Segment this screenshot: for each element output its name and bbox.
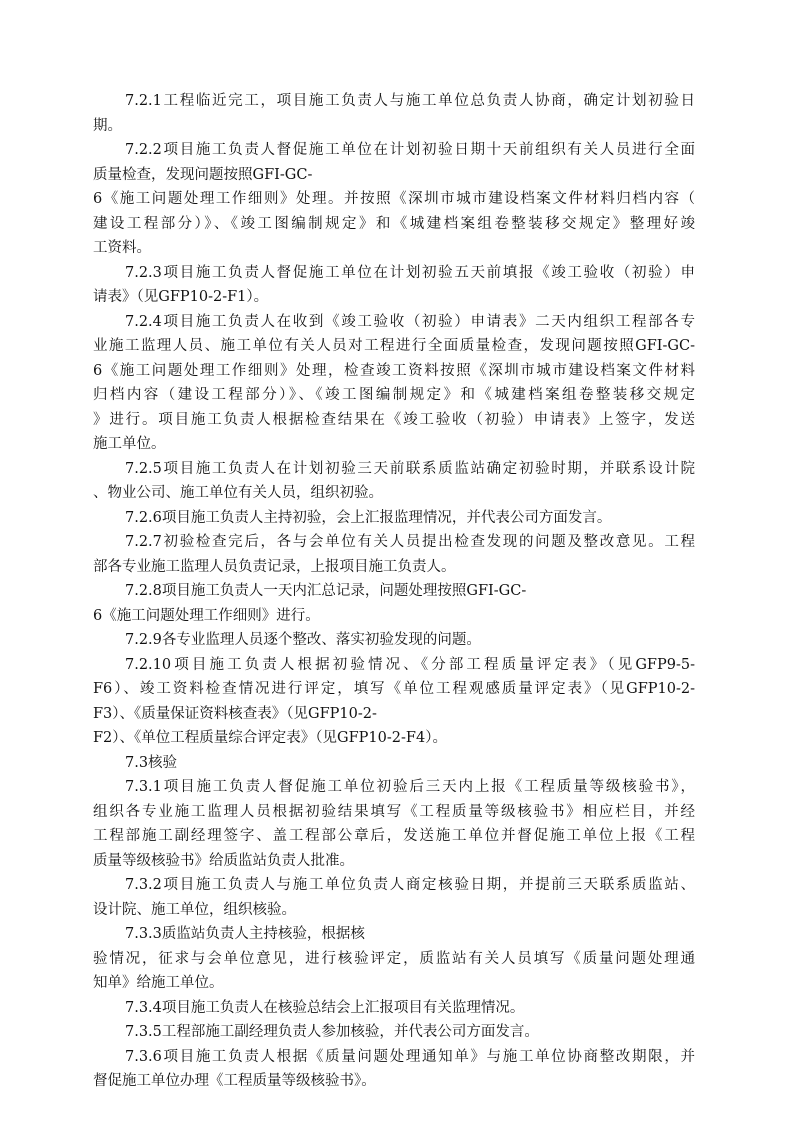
paragraph-7-2-3 [93, 261, 695, 310]
paragraph-line: 7.2.7初验检查完后，各与会单位有关人员提出检查发现的问题及整改意见。工程 [125, 534, 695, 550]
paragraph-line: 建设工程部分）》、《竣工图编制规定》和《城建档案组卷整装移交规定》整理好竣 [93, 215, 695, 232]
paragraph-line: 归档内容（建设工程部分）》、《竣工图编制规定》和《城建档案组卷整装移交规定 [93, 387, 695, 403]
paragraph-line: 7.2.8项目施工负责人一天内汇总记录，问题处理按照GFI-GC- [125, 583, 527, 599]
paragraph-line: F2）、《单位工程质量综合评定表》（见GFP10-2-F4）。 [93, 730, 447, 746]
paragraph-line: 工程部施工副经理签字、盖工程部公章后，发送施工单位并督促施工单位上报《工程 [93, 828, 695, 844]
paragraph-line: F6）、竣工资料检查情况进行评定，填写《单位工程观感质量评定表》（见GFP10-2- [93, 681, 695, 697]
paragraph-7-2-4 [93, 310, 695, 457]
paragraph-line: 工资料。 [93, 240, 151, 256]
paragraph-line: 业施工监理人员、施工单位有关人员对工程进行全面质量检查，发现问题按照GFI-GC- [93, 338, 695, 354]
paragraph-line: 组织各专业施工监理人员根据初验结果填写《工程质量等级核验书》相应栏目，并经 [93, 803, 695, 820]
paragraph-line: 部各专业施工监理人员负责记录，上报项目施工负责人。 [93, 558, 456, 575]
paragraph-line: 知单》给施工单位。 [93, 975, 224, 991]
paragraph-line: 7.2.3项目施工负责人督促施工单位在计划初验五天前填报《竣工验收（初验）申 [125, 264, 695, 281]
paragraph-line: 7.2.9各专业监理人员逐个整改、落实初验发现的问题。 [125, 632, 481, 648]
paragraph-line: 7.2.2项目施工负责人督促施工单位在计划初验日期十天前组织有关人员进行全面 [125, 142, 695, 158]
paragraph-line: 6《施工问题处理工作细则》进行。 [93, 607, 320, 624]
paragraph-line: 7.3核验 [125, 754, 178, 771]
paragraph-line: 7.3.1项目施工负责人督促施工单位初验后三天内上报《工程质量等级核验书》， [125, 779, 695, 795]
paragraph-7-2-1 [93, 89, 695, 138]
paragraph-7-3-3 [93, 922, 695, 996]
paragraph-7-2-5 [93, 457, 695, 506]
paragraph-7-2-8 [93, 579, 695, 628]
paragraph-line: 、物业公司、施工单位有关人员，组织初验。 [93, 485, 383, 501]
paragraph-7-3-4 [93, 996, 695, 1021]
paragraph-line: 7.3.4项目施工负责人在核验总结会上汇报项目有关监理情况。 [125, 999, 525, 1016]
paragraph-line: 督促施工单位办理《工程质量等级核验书》。 [93, 1073, 376, 1089]
paragraph-7-2-6 [93, 506, 695, 531]
paragraph-line: 7.2.6项目施工负责人主持初验，会上汇报监理情况，并代表公司方面发言。 [125, 509, 612, 526]
paragraph-line: 6《施工问题处理工作细则》处理。并按照《深圳市城市建设档案文件材料归档内容（ [93, 191, 695, 207]
paragraph-line: 期。 [93, 117, 122, 134]
paragraph-7-2-7 [93, 530, 695, 579]
paragraph-line: 7.2.1工程临近完工，项目施工负责人与施工单位总负责人协商，确定计划初验日 [125, 93, 695, 109]
paragraph-line: 7.2.5项目施工负责人在计划初验三天前联系质监站确定初验时期，并联系设计院 [125, 460, 695, 477]
paragraph-line: 6《施工问题处理工作细则》处理，检查竣工资料按照《深圳市城市建设档案文件材料 [93, 362, 695, 379]
paragraph-line: F3）、《质量保证资料核查表》（见GFP10-2- [93, 705, 377, 722]
paragraph-7-2-10 [93, 653, 695, 751]
paragraph-line: 施工单位。 [93, 436, 166, 452]
paragraph-7-3-5 [93, 1020, 695, 1045]
paragraph-7-2-2 [93, 138, 695, 261]
paragraph-7-3-6 [93, 1045, 695, 1094]
paragraph-line: 请表》（见GFP10-2-F1）。 [93, 289, 269, 305]
paragraph-7-3-2 [93, 873, 695, 922]
paragraph-line: 7.2.4项目施工负责人在收到《竣工验收（初验）申请表》二天内组织工程部各专 [125, 313, 695, 330]
paragraph-line: 》进行。项目施工负责人根据检查结果在《竣工验收（初验）申请表》上签字，发送 [93, 411, 695, 428]
paragraph-7-2-9 [93, 628, 695, 653]
paragraph-line: 7.3.6项目施工负责人根据《质量问题处理通知单》与施工单位协商整改期限，并 [125, 1048, 695, 1065]
paragraph-7-3-1 [93, 775, 695, 873]
paragraph-line: 设计院、施工单位，组织核验。 [93, 901, 296, 918]
paragraph-line: 7.3.3质监站负责人主持核验，根据核 [125, 926, 365, 942]
paragraph-line: 7.3.2项目施工负责人与施工单位负责人商定核验日期，并提前三天联系质监站、 [125, 877, 695, 893]
paragraph-line: 7.2.10项目施工负责人根据初验情况、《分部工程质量评定表》（见GFP9-5- [125, 656, 695, 673]
document-body [93, 89, 695, 1094]
paragraph-line: 7.3.5工程部施工副经理负责人参加核验，并代表公司方面发言。 [125, 1024, 539, 1040]
paragraph-line: 质量等级核验书》给质监站负责人批准。 [93, 852, 354, 869]
paragraph-7-3 [93, 751, 695, 776]
paragraph-line: 质量检查，发现问题按照GFI-GC- [93, 166, 313, 183]
paragraph-line: 验情况，征求与会单位意见，进行核验评定，质监站有关人员填写《质量问题处理通 [93, 950, 695, 967]
